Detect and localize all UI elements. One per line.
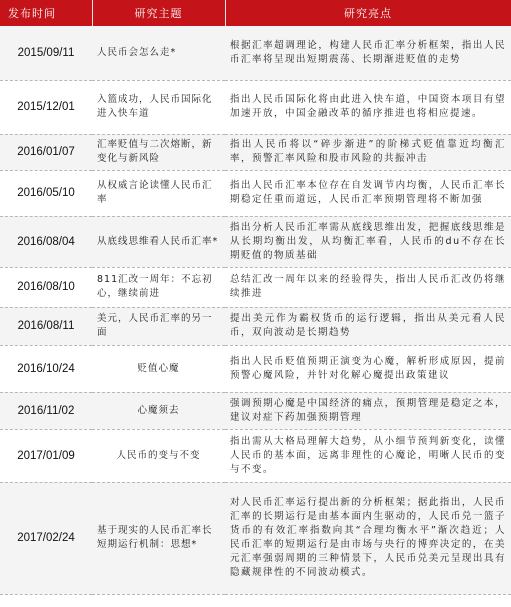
table-row [0,216,511,267]
row-topic: 贬值心魔 [92,345,225,392]
row-date: 2015/12/01 [0,80,92,134]
row-date: 2016/10/24 [0,345,92,392]
row-topic: 心魔须去 [92,392,225,429]
row-topic: 811汇改一周年：不忘初心，继续前进 [92,267,225,307]
row-highlight: 指出人民币将以“碎步渐进”的阶梯式贬值靠近均衡汇率，预警汇率风险和股市风险的共振冲击 [225,134,511,170]
table-row [0,429,511,482]
table-row [0,392,511,429]
row-date: 2016/08/04 [0,216,92,267]
row-topic: 人民币的变与不变 [92,429,225,482]
row-date: 2016/05/10 [0,170,92,216]
row-date: 2017/02/24 [0,482,92,594]
row-highlight: 指出分析人民币汇率需从底线思维出发，把握底线思维是从长期均衡出发，从均衡汇率看，人民币的du不存在长期贬值的物质基础 [225,216,511,267]
row-topic: 美元，人民币汇率的另一面 [92,307,225,345]
row-topic: 从底线思维看人民币汇率* [92,216,225,267]
row-highlight: 对人民币汇率运行提出新的分析框架；据此指出，人民币汇率的长期运行是由基本面内生驱动的，人民币兑一篮子货币的有效汇率指数向其“合理均衡水平”渐次趋近；人民币汇率的短期运行是由市场与央行的博弈决定的，在美元汇率强弱周期的三种情景下，人民币兑美元呈现出具有隐藏规律性的不同波动模式。 [225,482,511,594]
row-highlight: 总结汇改一周年以来的经验得失，指出人民币汇改仍将继续推进 [225,267,511,307]
row-topic: 汇率贬值与二次熔断，新变化与新风险 [92,134,225,170]
row-date: 2016/08/10 [0,267,92,307]
row-date: 2015/09/11 [0,26,92,80]
row-topic: 基于现实的人民币汇率长短期运行机制：思想* [92,482,225,594]
row-highlight: 指出人民币国际化将由此进入快车道，中国资本项目有望加速开放，中国金融改革的循序推进也将相应提速。 [225,80,511,134]
table-header [0,0,511,26]
table-row [0,345,511,392]
table-row [0,482,511,594]
row-topic: 人民币会怎么走* [92,26,225,80]
header-highlight: 研究亮点 [225,0,511,26]
table-row [0,26,511,80]
row-topic: 从权威言论读懂人民币汇率 [92,170,225,216]
row-date: 2016/08/11 [0,307,92,345]
table-row [0,170,511,216]
row-highlight: 提出美元作为霸权货币的运行逻辑，指出从美元看人民币，双向波动是长期趋势 [225,307,511,345]
row-highlight: 指出人民币汇率本位存在自发调节内均衡，人民币汇率长期稳定任重而道远，人民币汇率预期管理将不断加强 [225,170,511,216]
row-highlight: 指出需从大格局理解大趋势，从小细节预判新变化，读懂人民币的基本面，远离非理性的心魔论，明晰人民币的变与不变。 [225,429,511,482]
row-topic: 入篮成功，人民币国际化进入快车道 [92,80,225,134]
row-date: 2017/01/09 [0,429,92,482]
header-topic: 研究主题 [92,0,225,26]
table-row [0,134,511,170]
table-row [0,267,511,307]
row-date: 2016/11/02 [0,392,92,429]
table-row [0,80,511,134]
table-row [0,307,511,345]
row-date: 2016/01/07 [0,134,92,170]
row-highlight: 根据汇率超调理论，构建人民币汇率分析框架，指出人民币汇率将呈现出短期震荡、长期渐进贬值的走势 [225,26,511,80]
row-highlight: 指出人民币贬值预期正演变为心魔，解析形成原因，提前预警心魔风险，并针对化解心魔提出政策建议 [225,345,511,392]
row-highlight: 强调预期心魔是中国经济的痛点，预期管理是稳定之本，建议对症下药加强预期管理 [225,392,511,429]
header-date: 发布时间 [0,0,92,26]
